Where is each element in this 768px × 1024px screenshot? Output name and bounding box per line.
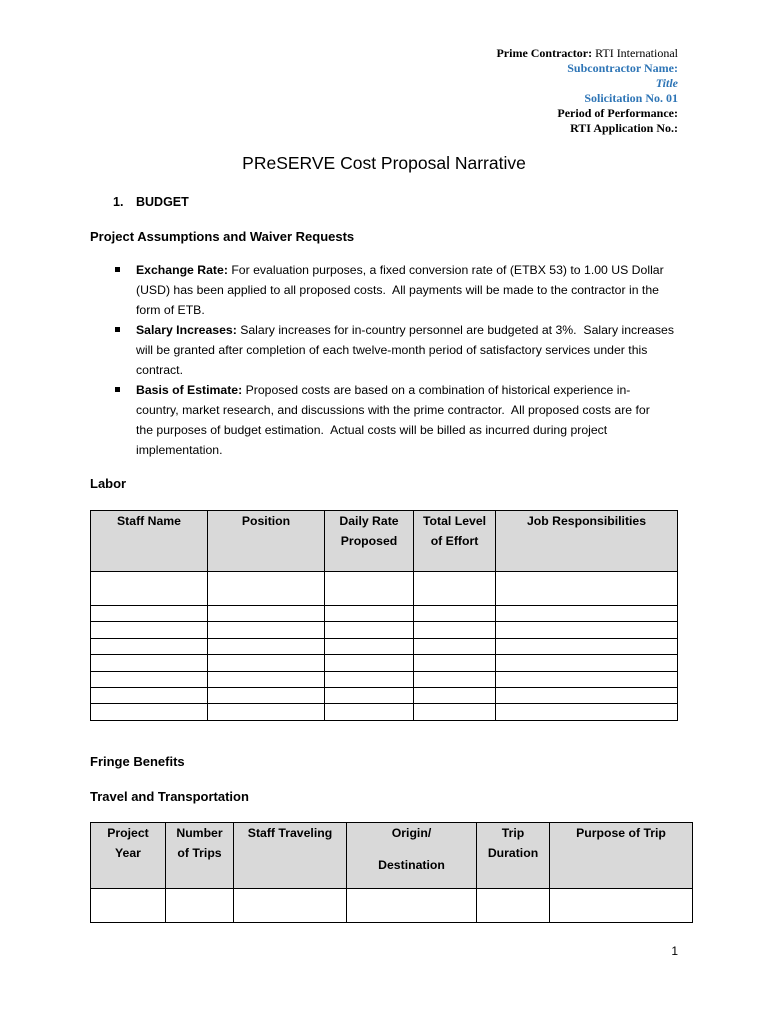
- table-row: [91, 572, 678, 606]
- bullet-item-basis-of-estimate: [136, 380, 677, 460]
- rti-application-number-label: RTI Application No.:: [570, 121, 678, 135]
- bullet-item-salary-increases: [136, 320, 677, 380]
- header-text: Purpose of Trip: [576, 826, 666, 840]
- bullet-line: [136, 260, 677, 280]
- header-text: Job Responsibilities: [526, 514, 647, 528]
- header-text: Staff Traveling: [247, 826, 333, 840]
- header-text: Number: [176, 826, 223, 840]
- table-cell: [496, 687, 678, 703]
- table-cell: [414, 572, 496, 606]
- section-title: BUDGET: [136, 195, 189, 209]
- table-row: [91, 671, 678, 687]
- assumptions-heading: Project Assumptions and Waiver Requests: [90, 229, 355, 244]
- table-row: [91, 704, 678, 720]
- table-cell: [208, 687, 325, 703]
- labor-heading: Labor: [90, 476, 127, 491]
- bullet-line: [136, 300, 677, 320]
- assumptions-bullet-list: [136, 260, 677, 460]
- bullet-text: will be granted after completion of each twelve-month period of satisfactory services under this: [136, 343, 648, 357]
- travel-heading: Travel and Transportation: [90, 789, 249, 804]
- header-text: of Effort: [430, 534, 479, 548]
- table-cell: [414, 622, 496, 638]
- bullet-label: Basis of Estimate:: [136, 383, 243, 397]
- table-row: [91, 622, 678, 638]
- bullet-line: [136, 440, 677, 460]
- table-row: [91, 638, 678, 654]
- table-cell: [91, 622, 208, 638]
- bullet-text: (USD) has been applied to all proposed costs. All payments will be made to the contractor in the: [136, 283, 659, 297]
- table-cell: [91, 572, 208, 606]
- bullet-line: [136, 400, 677, 420]
- header-text: Position: [241, 514, 291, 528]
- table-cell: [496, 655, 678, 671]
- column-header-trip-duration: [477, 823, 550, 889]
- column-header-purpose-of-trip: [550, 823, 693, 889]
- header-text: Daily Rate: [339, 514, 399, 528]
- table-cell: [325, 655, 414, 671]
- bullet-line: [136, 420, 677, 440]
- bullet-text: implementation.: [136, 443, 223, 457]
- prime-contractor-line: [496, 46, 678, 61]
- table-cell: [477, 889, 550, 923]
- table-cell: [496, 638, 678, 654]
- table-cell: [208, 606, 325, 622]
- table-cell: [347, 889, 477, 923]
- table-cell: [208, 622, 325, 638]
- square-bullet-icon: [115, 387, 120, 392]
- proposal-header-block: [496, 46, 678, 136]
- bullet-text: Proposed costs are based on a combination of historical experience in-: [245, 383, 631, 397]
- table-row: [91, 606, 678, 622]
- header-text: Year: [115, 846, 141, 860]
- document-title: PReSERVE Cost Proposal Narrative: [242, 153, 526, 173]
- bullet-text: For evaluation purposes, a fixed conversion rate of (ETBX 53) to 1.00 US Dollar: [231, 263, 664, 277]
- bullet-line: [136, 380, 677, 400]
- fringe-benefits-heading: Fringe Benefits: [90, 754, 185, 769]
- header-text: Destination: [378, 858, 445, 872]
- table-cell: [325, 704, 414, 720]
- table-cell: [496, 622, 678, 638]
- header-text: Origin/: [391, 826, 432, 840]
- table-cell: [91, 704, 208, 720]
- square-bullet-icon: [115, 327, 120, 332]
- bullet-text: Salary increases for in-country personnel are budgeted at 3%. Salary increases: [240, 323, 674, 337]
- table-row: [91, 889, 693, 923]
- table-cell: [325, 687, 414, 703]
- table-cell: [414, 638, 496, 654]
- table-cell: [91, 638, 208, 654]
- table-cell: [91, 655, 208, 671]
- table-header-row: [91, 511, 678, 572]
- table-cell: [208, 638, 325, 654]
- header-text: Total Level: [422, 514, 487, 528]
- table-cell: [414, 687, 496, 703]
- section-number: 1.: [113, 195, 124, 209]
- bullet-text: country, market research, and discussions with the prime contractor. All proposed costs are for: [136, 403, 650, 417]
- prime-contractor-value: RTI International: [595, 46, 678, 60]
- table-cell: [91, 606, 208, 622]
- table-row: [91, 687, 678, 703]
- table-cell: [325, 671, 414, 687]
- table-cell: [208, 572, 325, 606]
- page-number: 1: [671, 944, 678, 958]
- table-cell: [414, 704, 496, 720]
- table-cell: [325, 638, 414, 654]
- table-cell: [550, 889, 693, 923]
- column-header-number-of-trips: [166, 823, 234, 889]
- table-cell: [496, 606, 678, 622]
- table-cell: [496, 572, 678, 606]
- table-cell: [325, 572, 414, 606]
- square-bullet-icon: [115, 267, 120, 272]
- column-header-origin-destination: [347, 823, 477, 889]
- table-cell: [414, 606, 496, 622]
- table-cell: [496, 704, 678, 720]
- travel-table: [90, 822, 693, 923]
- header-text: Duration: [487, 846, 539, 860]
- table-cell: [91, 671, 208, 687]
- column-header-staff-name: [91, 511, 208, 572]
- table-cell: [208, 671, 325, 687]
- table-cell: [414, 655, 496, 671]
- table-cell: [325, 622, 414, 638]
- labor-table: [90, 510, 678, 721]
- bullet-label: Exchange Rate:: [136, 263, 228, 277]
- header-text: Proposed: [340, 534, 398, 548]
- prime-contractor-label: Prime Contractor:: [496, 46, 593, 60]
- bullet-line: [136, 360, 677, 380]
- bullet-label: Salary Increases:: [136, 323, 237, 337]
- header-text: Project: [107, 826, 149, 840]
- solicitation-number: Solicitation No. 01: [584, 91, 678, 105]
- table-cell: [91, 889, 166, 923]
- bullet-line: [136, 320, 677, 340]
- table-cell: [325, 606, 414, 622]
- table-cell: [208, 655, 325, 671]
- column-header-job-responsibilities: [496, 511, 678, 572]
- bullet-text: contract.: [136, 363, 183, 377]
- table-cell: [166, 889, 234, 923]
- table-cell: [234, 889, 347, 923]
- bullet-text: the purposes of budget estimation. Actual costs will be billed as incurred during project: [136, 423, 608, 437]
- table-cell: [496, 671, 678, 687]
- table-row: [91, 655, 678, 671]
- table-header-row: [91, 823, 693, 889]
- bullet-line: [136, 340, 677, 360]
- bullet-line: [136, 280, 677, 300]
- title-placeholder: Title: [655, 76, 678, 90]
- table-cell: [91, 687, 208, 703]
- subcontractor-name-label: Subcontractor Name:: [567, 61, 678, 75]
- section-heading-budget: [113, 192, 189, 212]
- column-header-total-level: [414, 511, 496, 572]
- header-text: Trip: [501, 826, 525, 840]
- bullet-text: form of ETB.: [136, 303, 205, 317]
- column-header-project-year: [91, 823, 166, 889]
- column-header-position: [208, 511, 325, 572]
- period-of-performance-label: Period of Performance:: [557, 106, 678, 120]
- header-text: Staff Name: [117, 514, 181, 528]
- header-text: of Trips: [177, 846, 222, 860]
- column-header-staff-traveling: [234, 823, 347, 889]
- column-header-daily-rate: [325, 511, 414, 572]
- table-cell: [208, 704, 325, 720]
- bullet-item-exchange-rate: [136, 260, 677, 320]
- table-cell: [414, 671, 496, 687]
